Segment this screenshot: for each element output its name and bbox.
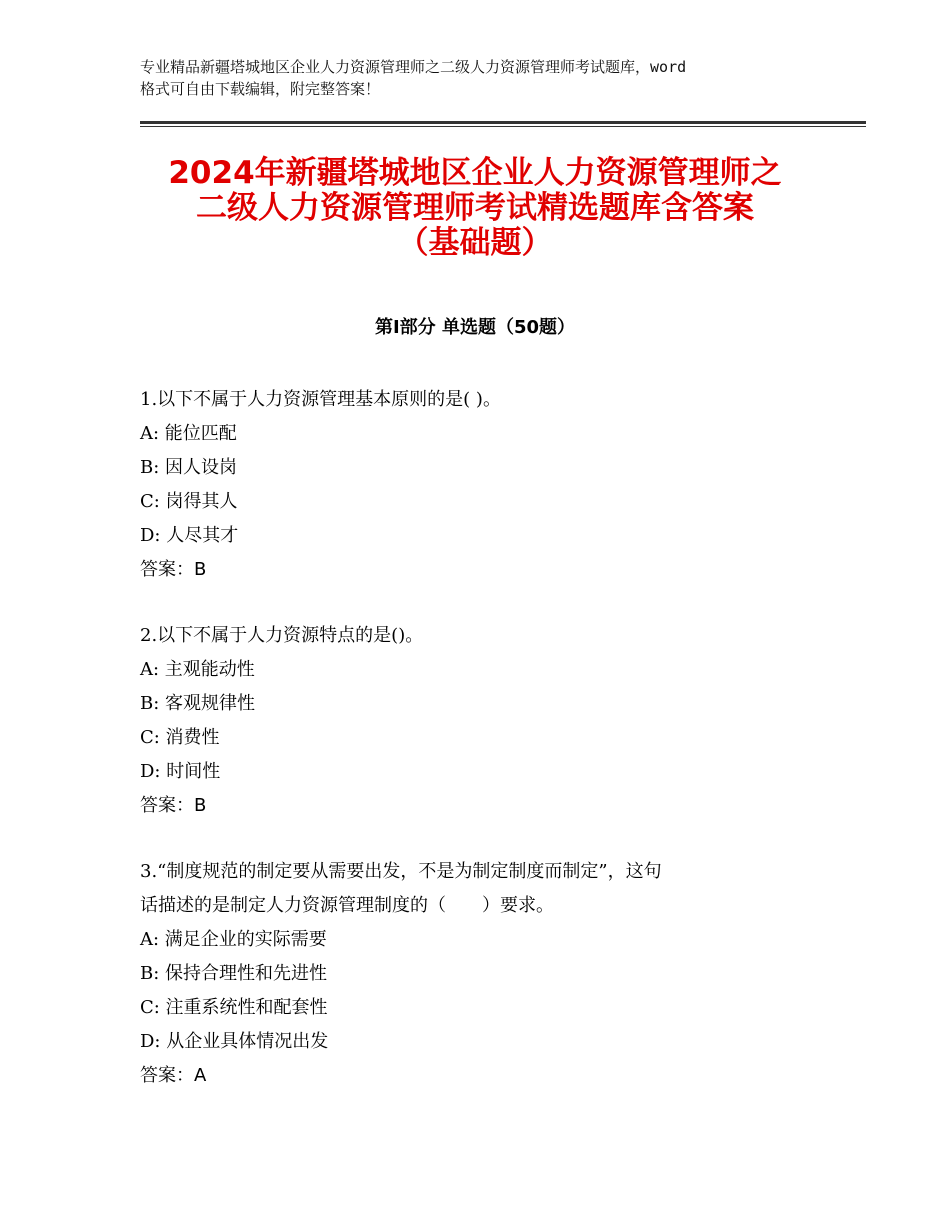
option-c: C: 消费性	[140, 727, 220, 748]
question-stem: 2.以下不属于人力资源特点的是()。	[140, 625, 424, 646]
header-note	[140, 56, 830, 100]
option-d: D: 从企业具体情况出发	[140, 1031, 329, 1052]
option-c: C: 岗得其人	[140, 491, 238, 512]
answer-label: 答案：B	[140, 559, 207, 580]
option-b: B: 因人设岗	[140, 457, 238, 478]
option-b: B: 保持合理性和先进性	[140, 963, 328, 984]
answer-label: 答案：A	[140, 1065, 207, 1086]
answer-label: 答案：B	[140, 795, 207, 816]
question-2	[140, 619, 840, 823]
question-3	[140, 855, 840, 1093]
option-b: B: 客观规律性	[140, 693, 256, 714]
header-note-line-2: 格式可自由下载编辑，附完整答案！	[140, 80, 381, 98]
option-a: A: 能位匹配	[140, 423, 237, 444]
question-stem: 1.以下不属于人力资源管理基本原则的是( )。	[140, 389, 501, 410]
question-stem-line-2: 话描述的是制定人力资源管理制度的（ ）要求。	[140, 895, 554, 916]
document-title-line-1: 2024年新疆塔城地区企业人力资源管理师之	[168, 155, 782, 191]
section-title: 第Ⅰ部分 单选题（50题）	[374, 317, 575, 338]
option-d: D: 时间性	[140, 761, 221, 782]
option-a: A: 主观能动性	[140, 659, 255, 680]
document-title	[100, 156, 850, 261]
header-note-line-1: 专业精品新疆塔城地区企业人力资源管理师之二级人力资源管理师考试题库，word	[140, 58, 687, 76]
option-a: A: 满足企业的实际需要	[140, 929, 327, 950]
question-1	[140, 383, 840, 587]
question-stem-line-1: 3.“制度规范的制定要从需要出发，不是为制定制度而制定”，这句	[140, 861, 662, 882]
header-divider-thick	[140, 121, 866, 124]
option-d: D: 人尽其才	[140, 525, 239, 546]
header-divider-thin	[140, 126, 866, 127]
document-title-line-3: （基础题）	[397, 225, 553, 261]
question-list	[140, 383, 840, 1125]
document-title-line-2: 二级人力资源管理师考试精选题库含答案	[196, 190, 754, 226]
option-c: C: 注重系统性和配套性	[140, 997, 328, 1018]
